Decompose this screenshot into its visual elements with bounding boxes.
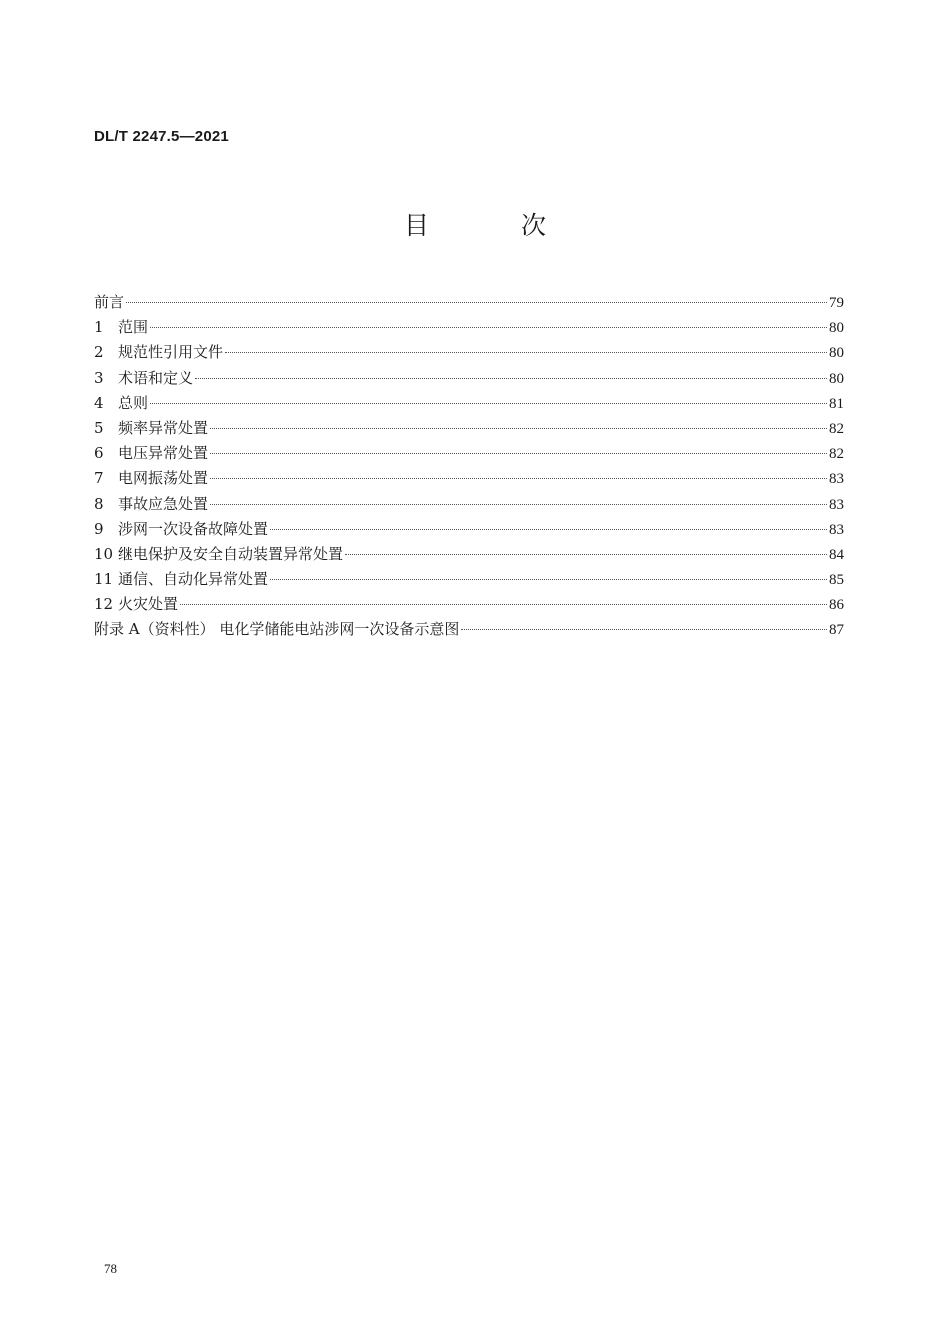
toc-entry-11[interactable] xyxy=(94,567,844,592)
toc-leader-dots xyxy=(126,302,827,303)
toc-entry-page: 81 xyxy=(829,395,844,412)
toc-entry-page: 82 xyxy=(829,446,844,463)
toc-entry-number: 9 xyxy=(94,519,104,538)
toc-entry-number: 8 xyxy=(94,494,104,513)
toc-entry-label: 前言 xyxy=(94,293,125,311)
toc-entry-label: 电压异常处置 xyxy=(118,444,209,463)
toc-entry-page: 80 xyxy=(829,320,844,337)
toc-leader-dots xyxy=(345,554,827,555)
toc-entry-label: 频率异常处置 xyxy=(118,418,209,437)
toc-entry-6[interactable] xyxy=(94,441,844,466)
toc-entry-label: 范围 xyxy=(118,318,149,337)
toc-entry-page: 82 xyxy=(829,420,844,437)
toc-leader-dots xyxy=(150,327,827,328)
toc-leader-dots xyxy=(210,428,827,429)
toc-entry-foreword[interactable] xyxy=(94,290,844,315)
toc-entry-label: 涉网一次设备故障处置 xyxy=(118,519,269,538)
toc-entry-number: 2 xyxy=(94,343,104,362)
toc-entry-label: 事故应急处置 xyxy=(118,494,209,513)
toc-entry-label: 电网振荡处置 xyxy=(118,469,209,488)
toc-leader-dots xyxy=(150,403,827,404)
toc-entry-number: 11 xyxy=(94,570,114,589)
toc-entry-number: 7 xyxy=(94,469,104,488)
toc-entry-label: 规范性引用文件 xyxy=(118,343,224,362)
toc-entry-12[interactable] xyxy=(94,592,844,617)
toc-entry-number: 6 xyxy=(94,444,104,463)
toc-entry-number: 10 xyxy=(94,544,114,563)
toc-title: 目 次 xyxy=(404,211,588,240)
toc-entry-label: 继电保护及安全自动装置异常处置 xyxy=(118,544,344,563)
toc-entry-number: 4 xyxy=(94,393,104,412)
toc-entry-2[interactable] xyxy=(94,340,844,365)
toc-list xyxy=(94,290,844,643)
page-number: 78 xyxy=(104,1261,117,1276)
toc-entry-4[interactable] xyxy=(94,391,844,416)
toc-entry-page: 83 xyxy=(829,471,844,488)
toc-entry-number: 1 xyxy=(94,318,104,337)
toc-leader-dots xyxy=(270,579,827,580)
toc-entry-page: 83 xyxy=(829,521,844,538)
toc-entry-appendix-a[interactable] xyxy=(94,617,844,642)
toc-entry-label: 通信、自动化异常处置 xyxy=(118,570,269,589)
toc-leader-dots xyxy=(225,352,827,353)
toc-leader-dots xyxy=(461,629,827,630)
toc-leader-dots xyxy=(210,453,827,454)
toc-entry-number: 3 xyxy=(94,368,104,387)
toc-entry-5[interactable] xyxy=(94,416,844,441)
toc-entry-page: 83 xyxy=(829,496,844,513)
toc-leader-dots xyxy=(270,529,827,530)
toc-entry-page: 87 xyxy=(829,622,844,639)
toc-entry-8[interactable] xyxy=(94,492,844,517)
toc-entry-3[interactable] xyxy=(94,366,844,391)
toc-entry-number: 12 xyxy=(94,595,114,614)
toc-entry-9[interactable] xyxy=(94,517,844,542)
toc-leader-dots xyxy=(210,478,827,479)
toc-entry-7[interactable] xyxy=(94,466,844,491)
toc-entry-page: 80 xyxy=(829,345,844,362)
document-code: DL/T 2247.5—2021 xyxy=(94,128,229,145)
toc-entry-1[interactable] xyxy=(94,315,844,340)
toc-leader-dots xyxy=(195,378,827,379)
toc-entry-page: 79 xyxy=(829,295,844,311)
toc-entry-label: 火灾处置 xyxy=(118,595,179,614)
toc-leader-dots xyxy=(180,604,827,605)
toc-entry-label: 术语和定义 xyxy=(118,368,194,387)
toc-leader-dots xyxy=(210,504,827,505)
toc-entry-page: 86 xyxy=(829,597,844,614)
toc-entry-10[interactable] xyxy=(94,542,844,567)
toc-entry-page: 80 xyxy=(829,370,844,387)
toc-entry-page: 85 xyxy=(829,572,844,589)
toc-entry-number: 5 xyxy=(94,418,104,437)
toc-entry-label: 总则 xyxy=(118,393,149,412)
toc-entry-label: 附录 A（资料性） 电化学储能电站涉网一次设备示意图 xyxy=(94,620,460,639)
toc-entry-page: 84 xyxy=(829,546,844,563)
